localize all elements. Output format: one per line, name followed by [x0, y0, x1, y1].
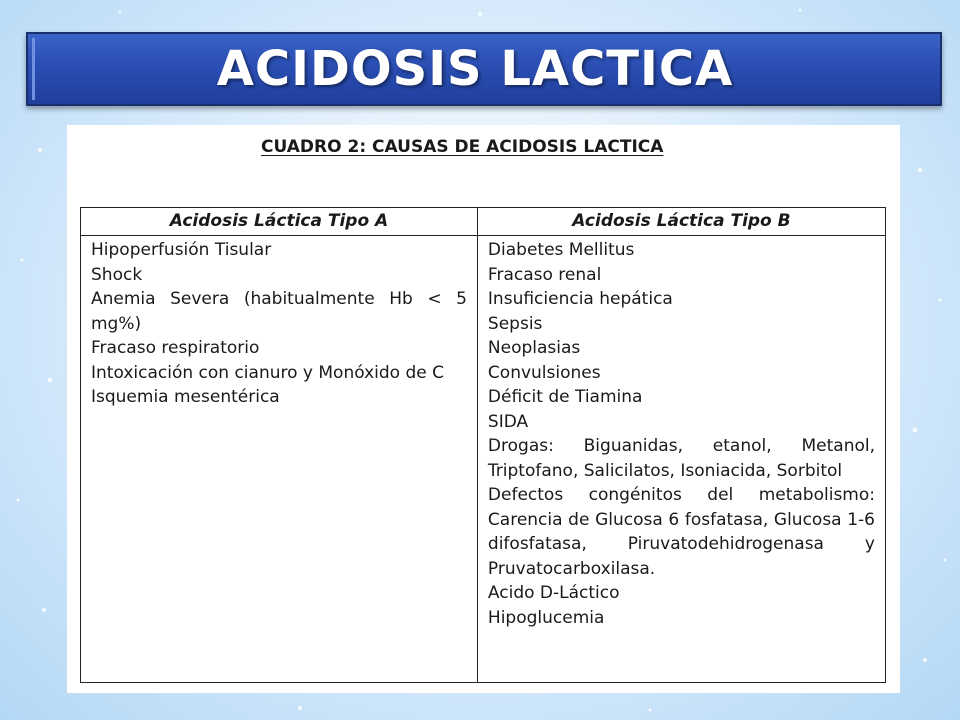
list-item: Fracaso respiratorio [91, 338, 260, 358]
header-tipo-a: Acidosis Láctica Tipo A [81, 208, 478, 236]
list-item: Insuficiencia hepática [487, 289, 673, 309]
tipo-b-cell [477, 236, 885, 683]
list-item: Sepsis [487, 313, 543, 334]
list-item: SIDA [487, 411, 529, 432]
list-item: Acido D-Láctico [487, 583, 620, 603]
header-tipo-b: Acidosis Láctica Tipo B [477, 208, 885, 236]
list-item: Hipoglucemia [487, 607, 605, 628]
slide-title: ACIDOSIS LACTICA [216, 41, 734, 97]
tipo-a-cell [81, 236, 478, 683]
list-item: Drogas: Biguanidas, etanol, Metanol, Triptofano, Salicilatos, Isoniacida, Sorbitol [487, 436, 875, 481]
cuadro-title: CUADRO 2: CAUSAS DE ACIDOSIS LACTICA [261, 137, 664, 157]
list-item: Convulsiones [487, 362, 601, 383]
list-item: Intoxicación con cianuro y Monóxido de C [91, 362, 444, 383]
table-row [81, 236, 886, 683]
list-item: Isquemia mesentérica [91, 387, 280, 407]
list-item: Shock [91, 264, 143, 285]
list-item: Anemia Severa (habitualmente Hb < 5 mg%) [91, 289, 467, 334]
list-item: Déficit de Tiamina [487, 387, 643, 407]
causes-table [80, 207, 886, 683]
list-item: Hipoperfusión Tisular [91, 240, 272, 260]
list-item: Defectos congénitos del metabolismo: Carencia de Glucosa 6 fosfatasa, Glucosa 1-6 difosfatasa, Piruvatodehidrogenasa y Pruvatocarboxilasa. [487, 485, 875, 579]
document-image [67, 125, 900, 693]
slide-title-bar [26, 32, 942, 106]
list-item: Diabetes Mellitus [487, 240, 635, 260]
table-header-row [81, 208, 886, 236]
list-item: Neoplasias [487, 338, 581, 358]
list-item: Fracaso renal [487, 264, 602, 285]
